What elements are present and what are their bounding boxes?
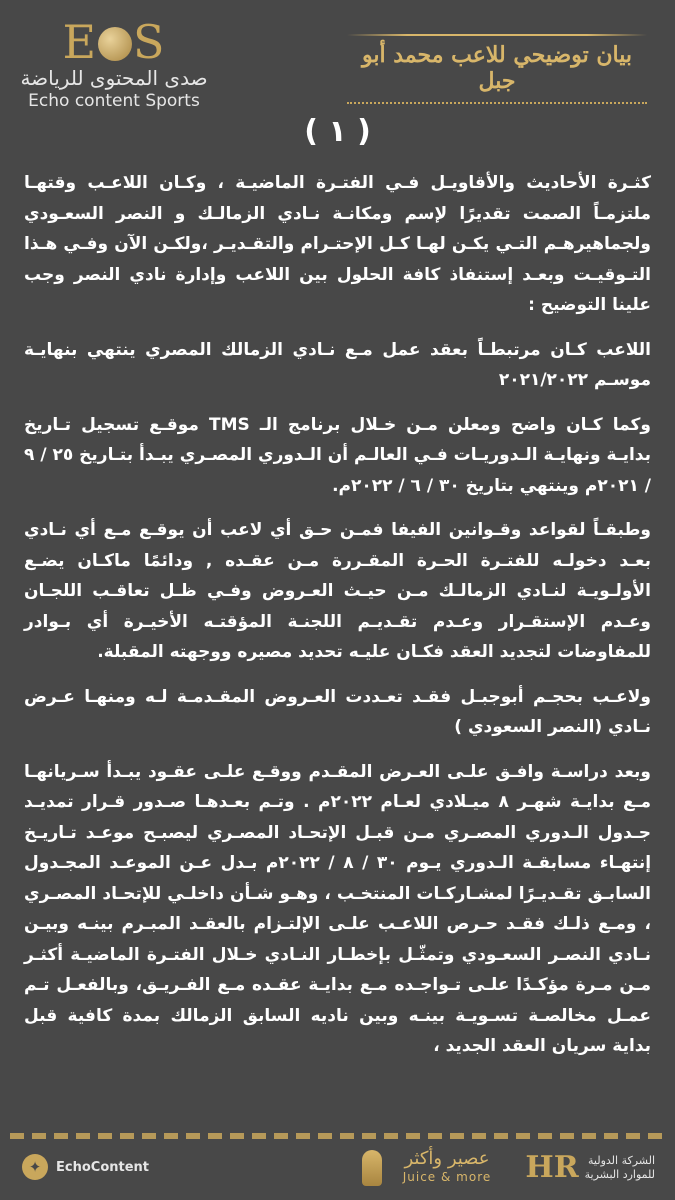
twitter-handle[interactable] bbox=[22, 1154, 149, 1180]
paragraph-fifa-rules: وطبقـاً لقواعد وقـوانين الفيفا فمـن حـق أي لاعب أن يوقـع مـع أي نـادي بعـد دخولـه للفتـرة الحـرة المقـررة مـن عقـده , ودائمًا ماكـان يضـع الأولـويـة لنـادي الزمالـك مـن حيـث العـروض وفـي ظـل تعاقـب اللجـان وعـدم الإستقـرار وعـدم تقـديـم اللجنـة المؤقتـه الأخيـرة أي بـوادر للمفاوضات لتجديد العقد فكـان عليـه تحديد مصيره ووجهته المقبلة. bbox=[24, 520, 651, 662]
footer-divider bbox=[10, 1133, 665, 1139]
hr-name-line-2: للموارد البشرية bbox=[584, 1167, 655, 1181]
title-bottom-rule bbox=[347, 102, 647, 104]
twitter-handle-label: EchoContent bbox=[56, 1159, 149, 1175]
logo-arabic-name: صدى المحتوى للرياضة bbox=[20, 66, 208, 90]
paragraph-contract: اللاعب كـان مرتبطـاً بعقد عمل مـع نـادي الزمالك المصري ينتهي بنهايـة موسـم ٢٠٢١/٢٠٢٢ bbox=[24, 339, 651, 390]
footer bbox=[0, 1148, 675, 1192]
ecs-logo bbox=[14, 15, 214, 112]
paragraph-agreement: وبعد دراسـة وافـق علـى العـرض المقـدم ووقـع علـى عقـود يبـدأ سـريانهـا مـع بدايـة شهـر ٨ ميـلادي لعـام ٢٠٢٢م . وتـم بعـدهـا صـدور قـرار تمديـد جـدول الـدوري المصـري مـن قبـل الإتحـاد المصـري ليصبـح موعـد تـاريـخ إنتهـاء مسابقـة الـدوري يـوم ٣٠ / ٨ / ٢٠٢٢م بـدل عـن الموعـد المجـدول السابـق تقـديـرًا لمشـاركـات المنتخـب ، وهـو شـأن داخلـي للإتحـاد المصـري ، ومـع ذلـك فقـد حـرص اللاعـب علـى الإلتـزام بالعقـد المبـرم بينـه وبيـن نـادي النصـر السعـودي وتمثّـل بإخطـار النـادي خـلال الفتـرة الماضيـة أكثـر مـن مـرة مؤكـدًا علـى تـواجـده مـع بدايـة عقـده مـع الفـريـق، وبالفعـل تـم عمـل مخالصـة تسـويـة بينـه وبين ناديه السابق الزمالك بمدة كافية قبل بداية سريان العقد الجديد ، bbox=[24, 761, 652, 1056]
logo-english-name: Echo content Sports bbox=[28, 91, 200, 111]
ball-icon bbox=[98, 27, 132, 61]
page-number: ( ١ ) bbox=[304, 114, 371, 149]
twitter-icon: ✦ bbox=[22, 1154, 48, 1180]
paragraph-intro: كثـرة الأحاديث والأقاويـل فـي الفتـرة الماضيـة ، وكـان اللاعـب وقتهـا ملتزمـاً الصمت تقديرًا لإسم ومكانـة نـادي الزمالـك و النصر السعـودي ولجماهيرهـم التـي يكـن لهـا كـل الإحتـرام والتقـديـر ،ولكـن الآن وفـي هـذا التـوقيـت وبعـد إستنفاذ كافة الحلول بين اللاعب وإدارة نادي النصر وجب علينا التوضيح : bbox=[24, 173, 651, 315]
hr-mark: HR bbox=[525, 1150, 579, 1185]
hr-company-logo bbox=[525, 1150, 655, 1185]
paragraph-tms: وكما كـان واضح ومعلن مـن خـلال برنامج الـ TMS موقـع تسجيل تـاريخ بدايـة ونهايـة الـدوريـات فـي العالـم أن الـدوري المصـري يبـدأ بتـاريخ ٢٥ / ٩ / ٢٠٢١م وينتهي بتاريخ ٣٠ / ٦ / ٢٠٢٢م. bbox=[24, 414, 651, 496]
paragraph-offers: ولاعـب بحجـم أبوجبـل فقـد تعـددت العـروض المقـدمـة لـه ومنهـا عـرض نـادي (النصر السعودي ) bbox=[24, 686, 651, 737]
statement-body bbox=[24, 168, 651, 1076]
hr-company-name bbox=[585, 1154, 655, 1182]
juice-logo-arabic: عصير وأكثر bbox=[404, 1148, 490, 1169]
juice-more-logo bbox=[372, 1148, 522, 1184]
title-banner bbox=[347, 34, 647, 104]
page-title: بيان توضيحي للاعب محمد أبو جبل bbox=[361, 42, 632, 94]
hr-name-line-1: الشركة الدولية bbox=[588, 1153, 655, 1167]
juice-logo-english: Juice & more bbox=[402, 1170, 492, 1184]
logo-mark: E S bbox=[62, 15, 166, 69]
